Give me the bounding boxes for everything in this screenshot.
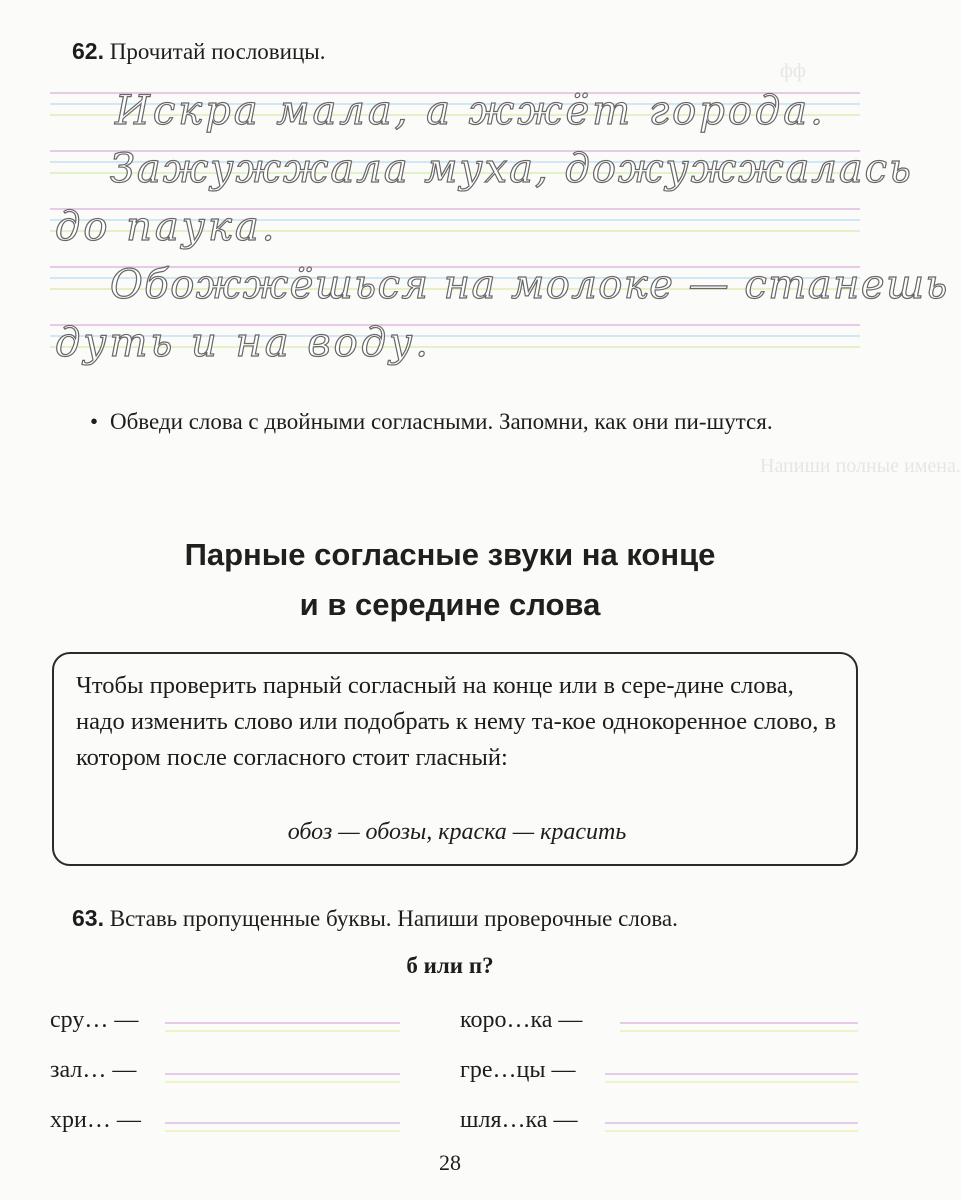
answer-line-guide: [165, 1030, 400, 1032]
rule-box: [52, 652, 858, 866]
answer-line-guide: [165, 1130, 400, 1132]
section-title: [0, 530, 900, 630]
exercise-number: 62.: [72, 38, 104, 64]
proverb-line: Искра мала, а жжёт города.: [115, 88, 826, 134]
word-with-gap: коро…ка —: [460, 1007, 583, 1033]
bullet-icon: •: [90, 409, 99, 434]
exercise-63-heading: [72, 905, 678, 932]
answer-line-guide: [165, 1081, 400, 1083]
bullet-text: Обведи слова с двойными согласными. Запомни, как они пи-шутся.: [110, 409, 773, 434]
section-title-line: Парные согласные звуки на конце: [184, 537, 716, 572]
rule-example: обоз — обозы, краска — красить: [287, 819, 627, 845]
answer-line[interactable]: [605, 1073, 858, 1075]
exercise-instruction: Прочитай пословицы.: [109, 39, 326, 64]
proverb-line: до паука.: [55, 204, 278, 250]
answer-line[interactable]: [605, 1122, 858, 1124]
answer-line[interactable]: [620, 1022, 858, 1024]
letter-choice-subtitle: б или п?: [406, 953, 494, 978]
word-with-gap: хри… —: [50, 1107, 141, 1133]
answer-line[interactable]: [165, 1122, 400, 1124]
proverb-line: дуть и на воду.: [55, 320, 431, 366]
word-with-gap: зал… —: [50, 1057, 137, 1083]
answer-line[interactable]: [165, 1022, 400, 1024]
exercise-instruction: Вставь пропущенные буквы. Напиши проверочные слова.: [109, 906, 678, 931]
word-with-gap: гре…цы —: [460, 1057, 576, 1083]
proverb-line: Обожжёшься на молоке — станешь: [110, 262, 949, 308]
task-bullet: [90, 405, 870, 439]
bleed-through-text: Напиши полные имена.: [760, 455, 961, 477]
rule-text: Чтобы проверить парный согласный на конце или в сере-дине слова, надо изменить слово или подобрать к нему та-кое однокоренное слово, в котором после согласного стоит гласный:: [76, 672, 837, 771]
answer-line-guide: [605, 1130, 858, 1132]
section-title-line: и в середине слова: [299, 587, 601, 622]
proverb-line: Зажужжала муха, дожужжалась: [110, 146, 913, 192]
exercise-62-heading: [72, 38, 325, 65]
page-number: 28: [439, 1150, 461, 1175]
answer-line-guide: [620, 1030, 858, 1032]
bleed-through-text: фф: [780, 60, 806, 82]
word-with-gap: сру… —: [50, 1007, 139, 1033]
answer-line[interactable]: [165, 1073, 400, 1075]
word-with-gap: шля…ка —: [460, 1107, 578, 1133]
exercise-number: 63.: [72, 905, 104, 931]
answer-line-guide: [605, 1081, 858, 1083]
